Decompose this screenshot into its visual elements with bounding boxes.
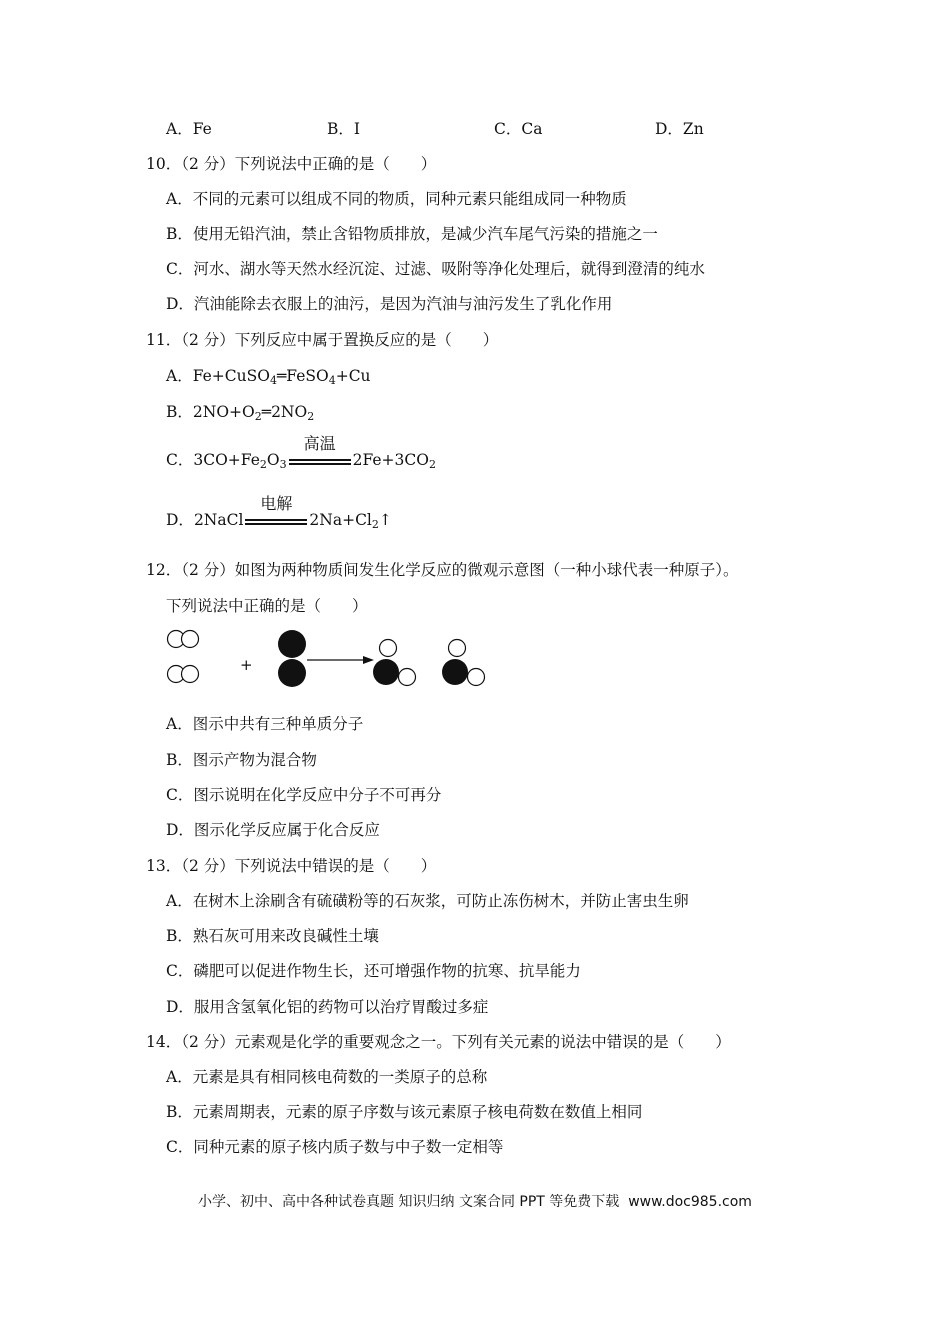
footer-url[interactable]: www.doc985.com: [628, 1194, 752, 1210]
q11-option-b: B．$2NO+O_2═2NO_2$: [166, 403, 315, 423]
black-diatomic-molecule: [278, 630, 306, 687]
white-diatomic-molecule: [168, 631, 199, 648]
page-footer: [0, 1191, 950, 1211]
q10-option-c: C．河水、湖水等天然水经沉淀、过滤、吸附等净化处理后，就得到澄清的纯水: [166, 260, 705, 278]
q13-option-b: B．熟石灰可用来改良碱性土壤: [166, 927, 379, 945]
q12-stem-continued: 下列说法中正确的是（ ）: [166, 597, 368, 615]
equals-sign: ═: [276, 367, 287, 385]
q12-option-c: C．图示说明在化学反应中分子不可再分: [166, 786, 442, 804]
q13-option-a: A．在树木上涂刷含有硫磺粉等的石灰浆，可防止冻伤树木，并防止害虫生卵: [166, 892, 689, 910]
reaction-arrow: [307, 656, 374, 664]
q11-stem: 11．（2 分）下列反应中属于置换反应的是（ ）: [146, 331, 499, 349]
plus-sign: +: [240, 656, 253, 674]
reaction-condition-arrow: [243, 494, 309, 531]
q13-option-c: C．磷肥可以促进作物生长，还可增强作物的抗寒、抗旱能力: [166, 962, 581, 980]
q10-stem: 10．（2 分）下列说法中正确的是（ ）: [146, 155, 437, 173]
reaction-condition-arrow: [287, 434, 353, 471]
equals-sign: ═: [261, 403, 272, 421]
q11-option-d: D．2NaCl 电解 $2Na+Cl_2↑$: [166, 494, 392, 531]
q12-option-a: A．图示中共有三种单质分子: [166, 715, 364, 733]
q13-stem: 13．（2 分）下列说法中错误的是（ ）: [146, 857, 437, 875]
q10-option-d: D．汽油能除去衣服上的油污，是因为汽油与油污发生了乳化作用: [166, 295, 613, 313]
molecular-reaction-diagram: [160, 622, 500, 694]
condition-label: 电解: [260, 494, 293, 513]
q14-stem: 14．（2 分）元素观是化学的重要观念之一。下列有关元素的说法中错误的是（ ）: [146, 1033, 731, 1051]
q12-stem: 12．（2 分）如图为两种物质间发生化学反应的微观示意图（一种小球代表一种原子）。: [146, 561, 739, 579]
q9-option-a: A．Fe: [166, 120, 212, 138]
white-diatomic-molecule: [168, 666, 199, 683]
q14-option-b: B．元素周期表，元素的原子序数与该元素原子核电荷数在数值上相同: [166, 1103, 643, 1121]
q12-option-d: D．图示化学反应属于化合反应: [166, 821, 380, 839]
product-molecule: [442, 640, 485, 686]
q12-option-b: B．图示产物为混合物: [166, 751, 317, 769]
footer-text: 小学、初中、高中各种试卷真题 知识归纳 文案合同 PPT 等免费下载: [198, 1194, 620, 1210]
q13-option-d: D．服用含氢氧化铝的药物可以治疗胃酸过多症: [166, 998, 489, 1016]
q10-option-b: B．使用无铅汽油，禁止含铅物质排放，是减少汽车尾气污染的措施之一: [166, 225, 658, 243]
q14-option-a: A．元素是具有相同核电荷数的一类原子的总称: [166, 1068, 488, 1086]
product-molecule: [373, 640, 416, 686]
q11-option-c: C．$3CO+Fe_2O_3$ 高温 $2Fe+3CO_2$: [166, 434, 436, 471]
gas-up-arrow: ↑: [378, 511, 392, 529]
q9-option-c: C．Ca: [494, 120, 543, 138]
q9-option-b: B．I: [327, 120, 361, 138]
q9-option-d: D．Zn: [655, 120, 704, 138]
condition-label: 高温: [303, 434, 336, 453]
q11-option-a: A．Fe+CuSO$_4$═FeSO$_4$+Cu: [166, 367, 371, 387]
q10-option-a: A．不同的元素可以组成不同的物质，同种元素只能组成同一种物质: [166, 190, 627, 208]
q14-option-c: C．同种元素的原子核内质子数与中子数一定相等: [166, 1138, 504, 1156]
